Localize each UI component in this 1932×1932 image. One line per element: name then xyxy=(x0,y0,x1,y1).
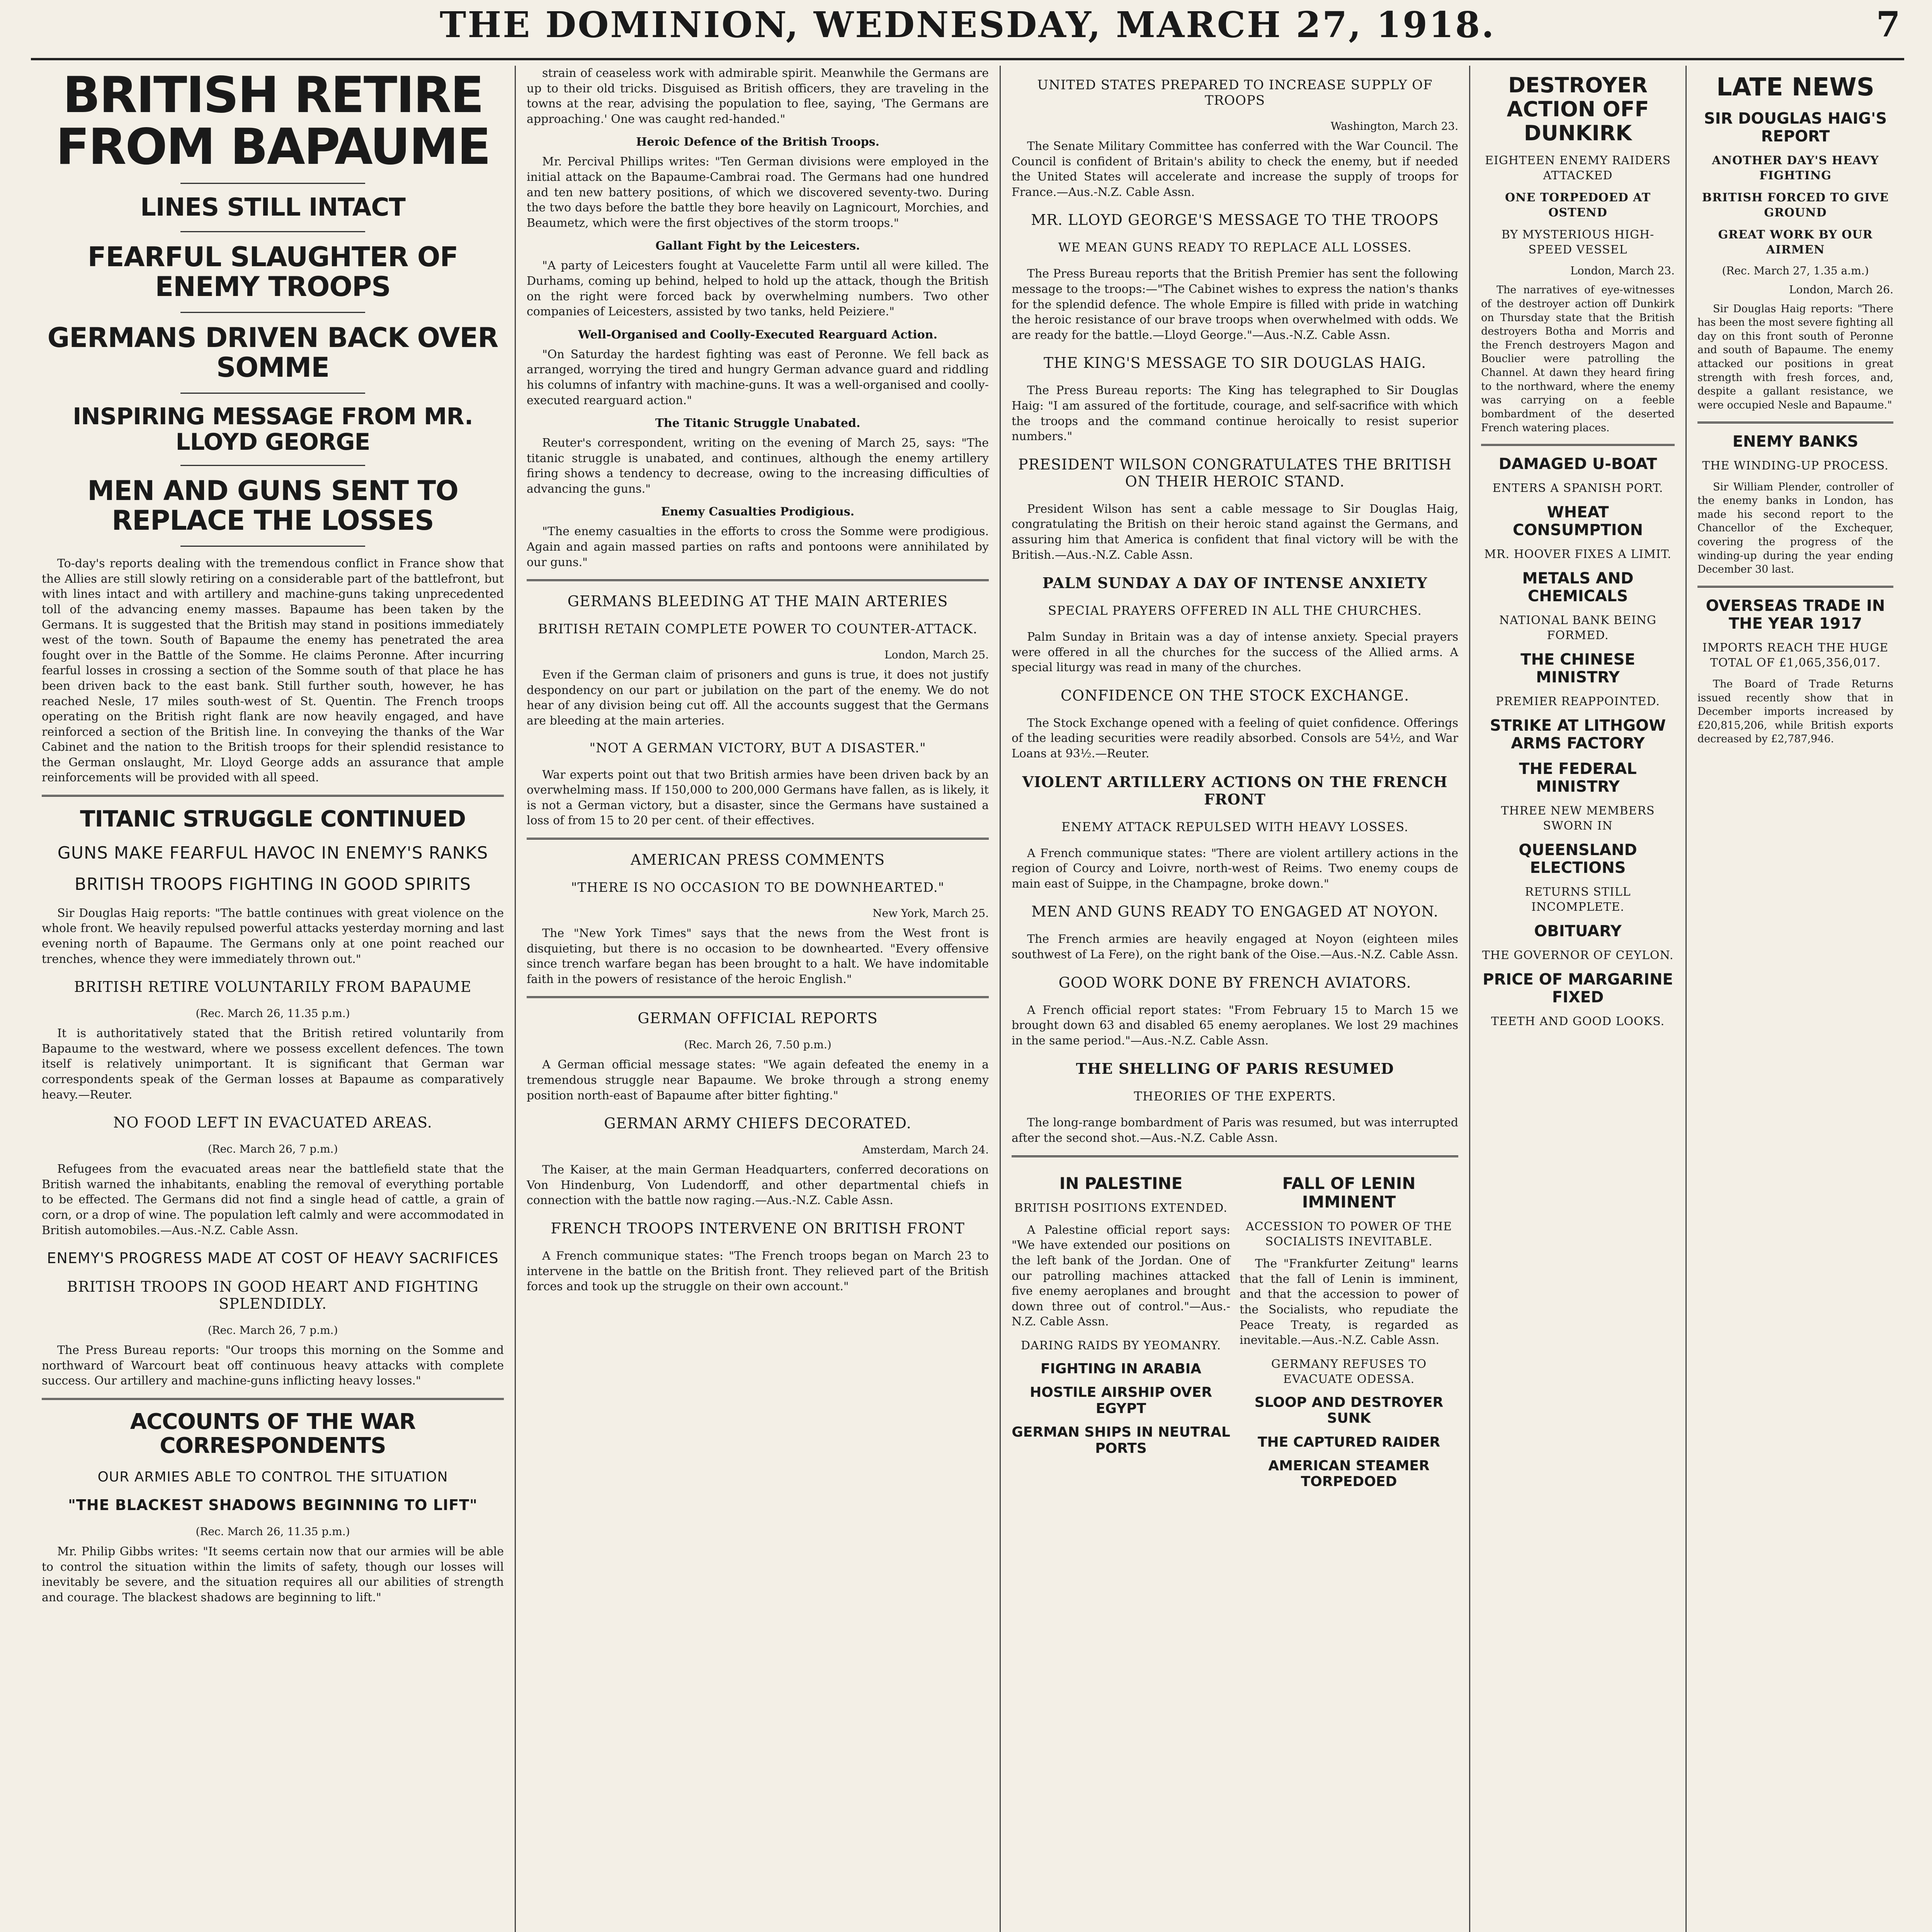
subhead: DARING RAIDS BY YEOMANRY. xyxy=(1020,1339,1221,1353)
section-headline: DAMAGED U-BOAT xyxy=(1498,455,1657,473)
dateline: London, March 25. xyxy=(884,648,989,662)
article-paragraph: The Board of Trade Returns issued recently show that in December imports increased by £20,815,206, while British exports decreased by £2,787,946. xyxy=(1697,678,1893,745)
column-2 xyxy=(516,66,1001,1932)
article-paragraph: The Press Bureau reports that the British Premier has sent the following message to the troops:—"The Cabinet wishes to express the nation's thanks for the splendid defence. The whole Empire is filled with pride in watching the heroic resistance of our brave troops when overwhelmed with odds. We are ready for the battle.—Lloyd George."—Aus.-N.Z. Cable Assn. xyxy=(1012,267,1458,342)
subhead: BY MYSTERIOUS HIGH-SPEED VESSEL xyxy=(1501,228,1655,257)
section-headline: THE CAPTURED RAIDER xyxy=(1257,1434,1440,1450)
section-headline: THE SHELLING OF PARIS RESUMED xyxy=(1076,1060,1394,1078)
divider xyxy=(1012,1155,1458,1157)
subhead: ONE TORPEDOED AT OSTEND xyxy=(1505,191,1651,220)
article-paragraph: Even if the German claim of prisoners and guns is true, it does not justify despondency on our part or jubilation on the part of the enemy. We do not hear of any division being cut off. All the accounts suggest that the Germans are bleeding at the main arteries. xyxy=(527,668,989,728)
section-headline: FIGHTING IN ARABIA xyxy=(1040,1361,1202,1377)
subhead: NO FOOD LEFT IN EVACUATED AREAS. xyxy=(113,1114,432,1131)
subhead: BRITISH TROOPS FIGHTING IN GOOD SPIRITS xyxy=(75,874,471,894)
dateline: (Rec. March 26, 7.50 p.m.) xyxy=(684,1038,832,1051)
article-paragraph: The long-range bombardment of Paris was resumed, but was interrupted after the second shot.—Aus.-N.Z. Cable Assn. xyxy=(1012,1116,1458,1145)
article-paragraph: Mr. Philip Gibbs writes: "It seems certain now that our armies will be able to control the situation within the limits of safety, though our losses will inevitably be severe, and the situation requires all our abilities of strength and courage. The blackest shadows are beginning to lift." xyxy=(42,1545,504,1604)
article-paragraph: Sir William Plender, controller of the enemy banks in London, has made his second report to the Chancellor of the Exchequer, covering the progress of the winding-up during the year ending December 30 last. xyxy=(1697,481,1893,576)
section-headline: HOSTILE AIRSHIP OVER EGYPT xyxy=(1030,1384,1212,1417)
column-3 xyxy=(1001,66,1470,1932)
masthead xyxy=(31,0,1904,60)
article-paragraph: Sir Douglas Haig reports: "The battle continues with great violence on the whole front. We heavily repulsed powerful attacks yesterday morning and last evening north of Bapaume. The Germans only at one point reached our trenches, whence they were immediately thrown out." xyxy=(42,906,504,966)
section-headline: GERMAN OFFICIAL REPORTS xyxy=(638,1010,878,1027)
section-headline: PALM SUNDAY A DAY OF INTENSE ANXIETY xyxy=(1042,574,1428,592)
article-paragraph: The Press Bureau reports: "Our troops this morning on the Somme and northward of Warcourt beat off continuous heavy attacks with complete success. Our artillery and machine-guns inflicting heavy losses." xyxy=(42,1344,504,1388)
late-news-headline: LATE NEWS xyxy=(1716,73,1874,102)
section-headline: PRESIDENT WILSON CONGRATULATES THE BRITISH ON THEIR HEROIC STAND. xyxy=(1018,456,1452,490)
subhead: TEETH AND GOOD LOOKS. xyxy=(1491,1015,1665,1029)
section-headline: THE KING'S MESSAGE TO SIR DOUGLAS HAIG. xyxy=(1043,354,1427,372)
subhead: NATIONAL BANK BEING FORMED. xyxy=(1499,614,1657,643)
column-5 xyxy=(1687,66,1904,1932)
subhead: Well-Organised and Coolly-Executed Rearguard Action. xyxy=(578,328,937,342)
article-paragraph: Mr. Percival Phillips writes: "Ten German divisions were employed in the initial attack on the Bapaume-Cambrai road. The Germans had one hundred and ten new battery positions, of which we discovered seventy-two. During the two days before the battle they bore heavily on Lagnicourt, Morchies, and Beaumetz, which were the first objectives of the storm troops." xyxy=(527,155,989,230)
article-paragraph: The narratives of eye-witnesses of the destroyer action off Dunkirk on Thursday state that the British destroyers Botha and Morris and the French destroyers Magon and Bouclier were patrolling the Channel. At dawn they heard firing to the northward, where the enemy was carrying on a feeble bombardment of the deserted French watering places. xyxy=(1481,284,1675,434)
article-paragraph: It is authoritatively stated that the British retired voluntarily from Bapaume to the westward, where we possess excellent defences. The town itself is relatively unimportant. It is significant that German war correspondents speak of the German losses at Bapaume as comparatively heavy.—Reuter. xyxy=(42,1027,504,1102)
article-paragraph: The Press Bureau reports: The King has telegraphed to Sir Douglas Haig: "I am assured of the fortitude, courage, and self-sacrifice with which the troops and the command continue heroically to resist superior numbers." xyxy=(1012,384,1458,444)
masthead-title: THE DOMINION, WEDNESDAY, MARCH 27, 1918. xyxy=(439,4,1496,46)
dateline: Amsterdam, March 24. xyxy=(862,1143,989,1156)
article-paragraph: President Wilson has sent a cable message to Sir Douglas Haig, congratulating the British on their heroic stand against the Germans, and assuring him that America is confident that final victory will be with the British.—Aus.-N.Z. Cable Assn. xyxy=(1012,502,1458,562)
section-headline: VIOLENT ARTILLERY ACTIONS ON THE FRENCH FRONT xyxy=(1022,773,1448,808)
deck-headline: FEARFUL SLAUGHTER OF ENEMY TROOPS xyxy=(87,241,458,303)
divider xyxy=(180,465,365,466)
subhead: ENEMY ATTACK REPULSED WITH HEAVY LOSSES. xyxy=(1061,819,1409,834)
article-paragraph: A French communique states: "The French troops began on March 23 to intervene in the battle on the British front. They relieved part of the British forces and took up the struggle on their own account." xyxy=(527,1249,989,1294)
dateline: New York, March 25. xyxy=(872,907,989,920)
dateline: (Rec. March 26, 7 p.m.) xyxy=(207,1143,338,1156)
subhead: ENEMY'S PROGRESS MADE AT COST OF HEAVY SACRIFICES xyxy=(47,1250,499,1267)
section-headline: AMERICAN PRESS COMMENTS xyxy=(630,851,885,868)
subhead: RETURNS STILL INCOMPLETE. xyxy=(1525,885,1631,914)
subhead: THE WINDING-UP PROCESS. xyxy=(1702,459,1889,473)
article-paragraph: The "New York Times" says that the news from the West front is disquieting, but there is no occasion to be downhearted. "Every offensive since trench warfare began has been brought to a halt. We have indomitable faith in the powers of resistance of the heroic English." xyxy=(527,927,989,986)
dateline: (Rec. March 26, 11.35 p.m.) xyxy=(196,1525,350,1538)
subhead: Enemy Casualties Prodigious. xyxy=(661,505,855,519)
subhead: Gallant Fight by the Leicesters. xyxy=(655,239,860,253)
subhead: IMPORTS REACH THE HUGE TOTAL OF £1,065,356,017. xyxy=(1702,641,1889,670)
page-number: 7 xyxy=(1876,4,1900,45)
article-paragraph: Sir Douglas Haig reports: "There has been the most severe fighting all day on this front south of Peronne and south of Bapaume. The enemy attacked our positions in great strength with fresh forces, and, despite a gallant resistance, we were occupied Nesle and Bapaume." xyxy=(1697,303,1893,411)
subhead: ANOTHER DAY'S HEAVY FIGHTING xyxy=(1712,153,1879,182)
section-headline: THE CHINESE MINISTRY xyxy=(1520,651,1635,687)
section-headline: ACCOUNTS OF THE WAR CORRESPONDENTS xyxy=(130,1409,416,1458)
subhead: BRITISH POSITIONS EXTENDED. xyxy=(1014,1201,1228,1215)
column-1 xyxy=(31,66,516,1932)
section-headline: UNITED STATES PREPARED TO INCREASE SUPPLY OF TROOPS xyxy=(1037,77,1433,108)
divider xyxy=(527,996,989,998)
section-headline: DESTROYER ACTION OFF DUNKIRK xyxy=(1507,73,1649,146)
article-paragraph: A Palestine official report says: "We have extended our positions on the left bank of the Jordan. One of our patrolling machines attacked five enemy aeroplanes and brought down three out of control."—Aus.-N.Z. Cable Assn. xyxy=(1012,1223,1230,1329)
article-paragraph: strain of ceaseless work with admirable spirit. Meanwhile the Germans are up to their old tricks. Disguised as British officers, they are traveling in the towns at the rear, advising the population to flee, saying, 'The Germans are approaching.' One was caught red-handed." xyxy=(527,66,989,126)
dateline: Washington, March 23. xyxy=(1330,120,1458,133)
article-paragraph: Palm Sunday in Britain was a day of intense anxiety. Special prayers were offered in all the churches for the success of the Allied arms. A special liturgy was read in many of the churches. xyxy=(1012,630,1458,675)
subhead: BRITISH RETAIN COMPLETE POWER TO COUNTER-ATTACK. xyxy=(538,621,978,637)
divider xyxy=(180,393,365,394)
article-paragraph: Refugees from the evacuated areas near the battlefield state that the British warned the inhabitants, enabling the removal of everything portable to be effected. The Germans did not find a single head of cattle, a grain of corn, or a drop of wine. The population left calmly and were accommodated in British automobiles.—Aus.-N.Z. Cable Assn. xyxy=(42,1162,504,1237)
article-paragraph: A French official report states: "From February 15 to March 15 we brought down 63 and disabled 65 enemy aeroplanes. We lost 29 machines in the same period."—Aus.-N.Z. Cable Assn. xyxy=(1012,1003,1458,1048)
subhead: THREE NEW MEMBERS SWORN IN xyxy=(1501,804,1655,833)
lower-split xyxy=(1012,1167,1458,1498)
divider xyxy=(1697,586,1893,588)
section-headline: GOOD WORK DONE BY FRENCH AVIATORS. xyxy=(1058,974,1412,991)
lead-paragraph: To-day's reports dealing with the tremendous conflict in France show that the Allies are still slowly retiring on a considerable part of the battlefront, but with lines intact and with artillery and machine-guns taking unprecedented toll of the advancing enemy masses. Bapaume has been taken by the Germans. It is suggested that the British may stand in positions immediately west of the town. South of Bapaume the enemy has penetrated the area fought over in the Battle of the Somme. He claims Peronne. After incurring fearful losses in crossing a section of the Somme south of that place he has been driven back to the east bank. Still further south, however, he has reached Nesle, 17 miles south-west of St. Quentin. The French troops operating on the British right flank are now heavily engaged, and have reinforced a section of the British line. In conveying the thanks of the War Cabinet and the nation to the British troops for their splendid resistance to the German onslaught, Mr. Lloyd George adds an assurance that ample reinforcements will be provided with all speed. xyxy=(42,557,504,785)
section-headline: FALL OF LENIN IMMINENT xyxy=(1282,1173,1416,1211)
subhead: ENTERS A SPANISH PORT. xyxy=(1492,481,1663,495)
divider xyxy=(180,183,365,184)
subhead: PREMIER REAPPOINTED. xyxy=(1496,695,1660,709)
section-headline: ENEMY BANKS xyxy=(1732,432,1859,451)
article-paragraph: The Kaiser, at the main German Headquarters, conferred decorations on Von Hindenburg, Von Ludendorff, and other departmental chiefs in connection with the battle now raging.—Aus.-N.Z. Cable Assn. xyxy=(527,1163,989,1208)
subhead: OUR ARMIES ABLE TO CONTROL THE SITUATION xyxy=(97,1469,448,1485)
subhead: GREAT WORK BY OUR AIRMEN xyxy=(1718,228,1873,257)
subhead: FRENCH TROOPS INTERVENE ON BRITISH FRONT xyxy=(551,1219,965,1237)
section-headline: SIR DOUGLAS HAIG'S REPORT xyxy=(1704,109,1887,145)
subhead: MR. HOOVER FIXES A LIMIT. xyxy=(1484,548,1672,561)
subhead: BRITISH FORCED TO GIVE GROUND xyxy=(1702,190,1889,219)
section-headline: CONFIDENCE ON THE STOCK EXCHANGE. xyxy=(1060,687,1410,704)
article-paragraph: The French armies are heavily engaged at Noyon (eighteen miles southwest of La Fere), on the right bank of the Oise.—Aus.-N.Z. Cable Assn. xyxy=(1012,932,1458,962)
deck-headline: MEN AND GUNS SENT TO REPLACE THE LOSSES xyxy=(87,475,458,537)
article-paragraph: The "Frankfurter Zeitung" learns that the fall of Lenin is imminent, and that the accession to power of the Socialists, who repudiate the Peace Treaty, is regarded as inevitable.—Aus.-N.Z. Cable Assn. xyxy=(1240,1257,1458,1347)
subhead: SPECIAL PRAYERS OFFERED IN ALL THE CHURCHES. xyxy=(1048,603,1422,618)
divider xyxy=(180,312,365,313)
subhead: GERMANY REFUSES TO EVACUATE ODESSA. xyxy=(1271,1357,1427,1386)
dateline: London, March 26. xyxy=(1789,283,1893,296)
column-4 xyxy=(1470,66,1687,1932)
dateline: London, March 23. xyxy=(1570,264,1675,277)
dateline: (Rec. March 26, 11.35 p.m.) xyxy=(196,1007,350,1020)
subhead: BRITISH TROOPS IN GOOD HEART AND FIGHTING SPLENDIDLY. xyxy=(67,1278,479,1313)
divider xyxy=(180,231,365,232)
section-headline: METALS AND CHEMICALS xyxy=(1522,570,1634,605)
subhead: "THE BLACKEST SHADOWS BEGINNING TO LIFT" xyxy=(68,1497,478,1514)
article-paragraph: "On Saturday the hardest fighting was east of Peronne. We fell back as arranged, worrying the tired and hungry German advance guard and riddling his columns of infantry with machine-guns. It was a well-organised and coolly-executed rearguard action." xyxy=(527,347,989,407)
divider xyxy=(527,838,989,840)
article-paragraph: "The enemy casualties in the efforts to cross the Somme were prodigious. Again and again massed parties on rafts and pontoons were annihilated by our guns." xyxy=(527,525,989,569)
subhead: "NOT A GERMAN VICTORY, BUT A DISASTER." xyxy=(589,740,926,756)
subhead: THE GOVERNOR OF CEYLON. xyxy=(1482,949,1674,963)
section-headline: GERMANS BLEEDING AT THE MAIN ARTERIES xyxy=(567,593,948,610)
section-headline: OVERSEAS TRADE IN THE YEAR 1917 xyxy=(1706,597,1885,633)
article-paragraph: A German official message states: "We again defeated the enemy in a tremendous struggle near Bapaume. We broke through a strong enemy position north-east of Bapaume after bitter fighting." xyxy=(527,1058,989,1102)
lower-left xyxy=(1012,1167,1230,1498)
article-paragraph: War experts point out that two British armies have been driven back by an overwhelming mass. If 150,000 to 200,000 Germans have fallen, as is likely, it is not a German victory, but a disaster, since the Germans have sustained a loss of from 15 to 20 per cent. of their effectives. xyxy=(527,768,989,828)
lower-right xyxy=(1240,1167,1458,1498)
divider xyxy=(42,1398,504,1400)
section-headline: SLOOP AND DESTROYER SUNK xyxy=(1254,1394,1444,1427)
section-headline: THE FEDERAL MINISTRY xyxy=(1519,760,1637,796)
subhead: BRITISH RETIRE VOLUNTARILY FROM BAPAUME xyxy=(74,978,472,996)
subhead: Heroic Defence of the British Troops. xyxy=(636,135,879,149)
article-paragraph: The Senate Military Committee has conferred with the War Council. The Council is confident of Britain's ability to check the enemy, but if needed the United States will accelerate and increase the supply of troops for France.—Aus.-N.Z. Cable Assn. xyxy=(1012,139,1458,199)
deck-headline: LINES STILL INTACT xyxy=(140,193,405,222)
deck-headline: GERMANS DRIVEN BACK OVER SOMME xyxy=(47,322,498,384)
section-headline: GERMAN SHIPS IN NEUTRAL PORTS xyxy=(1012,1424,1230,1456)
section-headline: IN PALESTINE xyxy=(1059,1173,1183,1193)
section-headline: QUEENSLAND ELECTIONS xyxy=(1519,841,1637,877)
article-paragraph: "A party of Leicesters fought at Vaucelette Farm until all were killed. The Durhams, coming up behind, helped to hold up the attack, though the British on the right were forced back by overwhelming numbers. Two other companies of Leicesters, assisted by two tanks, held Peiziere." xyxy=(527,259,989,319)
dateline: (Rec. March 26, 7 p.m.) xyxy=(207,1324,338,1337)
section-headline: MEN AND GUNS READY TO ENGAGED AT NOYON. xyxy=(1031,903,1439,920)
article-paragraph: The Stock Exchange opened with a feeling of quiet confidence. Offerings of the leading securities were readily absorbed. Consols are 54½, and War Loans at 93½.—Reuter. xyxy=(1012,716,1458,761)
section-headline: AMERICAN STEAMER TORPEDOED xyxy=(1268,1458,1430,1490)
deck-headline: INSPIRING MESSAGE FROM MR. LLOYD GEORGE xyxy=(73,403,473,456)
article-paragraph: Reuter's correspondent, writing on the evening of March 25, says: "The titanic struggle is unabated, and continues, although the enemy artillery firing shows a tendency to decrease, owing to the increasing difficulties of advancing the guns." xyxy=(527,436,989,496)
divider xyxy=(42,795,504,797)
subhead: The Titanic Struggle Unabated. xyxy=(655,417,861,430)
divider xyxy=(180,546,365,547)
subhead: THEORIES OF THE EXPERTS. xyxy=(1134,1089,1336,1104)
dateline: (Rec. March 27, 1.35 a.m.) xyxy=(1722,264,1869,277)
section-headline: OBITUARY xyxy=(1534,922,1622,940)
divider xyxy=(1697,422,1893,423)
subhead: WE MEAN GUNS READY TO REPLACE ALL LOSSES. xyxy=(1058,240,1412,255)
divider xyxy=(527,579,989,581)
divider xyxy=(1481,444,1675,446)
article-paragraph: A French communique states: "There are violent artillery actions in the region of Courcy and Loivre, north-west of Reims. Two enemy coups de main east of Suippe, in the Champagne, broke down." xyxy=(1012,846,1458,891)
section-headline: WHEAT CONSUMPTION xyxy=(1513,503,1643,539)
section-headline: TITANIC STRUGGLE CONTINUED xyxy=(80,806,466,832)
section-headline: MR. LLOYD GEORGE'S MESSAGE TO THE TROOPS xyxy=(1031,211,1439,229)
section-headline: STRIKE AT LITHGOW ARMS FACTORY xyxy=(1490,717,1666,753)
section-headline: PRICE OF MARGARINE FIXED xyxy=(1483,971,1673,1007)
main-headline: BRITISH RETIRE FROM BAPAUME xyxy=(56,66,490,176)
subhead: "THERE IS NO OCCASION TO BE DOWNHEARTED." xyxy=(571,880,945,895)
subhead: GERMAN ARMY CHIEFS DECORATED. xyxy=(604,1115,912,1132)
subhead: GUNS MAKE FEARFUL HAVOC IN ENEMY'S RANKS xyxy=(57,843,488,863)
subhead: ACCESSION TO POWER OF THE SOCIALISTS INEVITABLE. xyxy=(1245,1220,1452,1249)
subhead: EIGHTEEN ENEMY RAIDERS ATTACKED xyxy=(1485,154,1671,183)
